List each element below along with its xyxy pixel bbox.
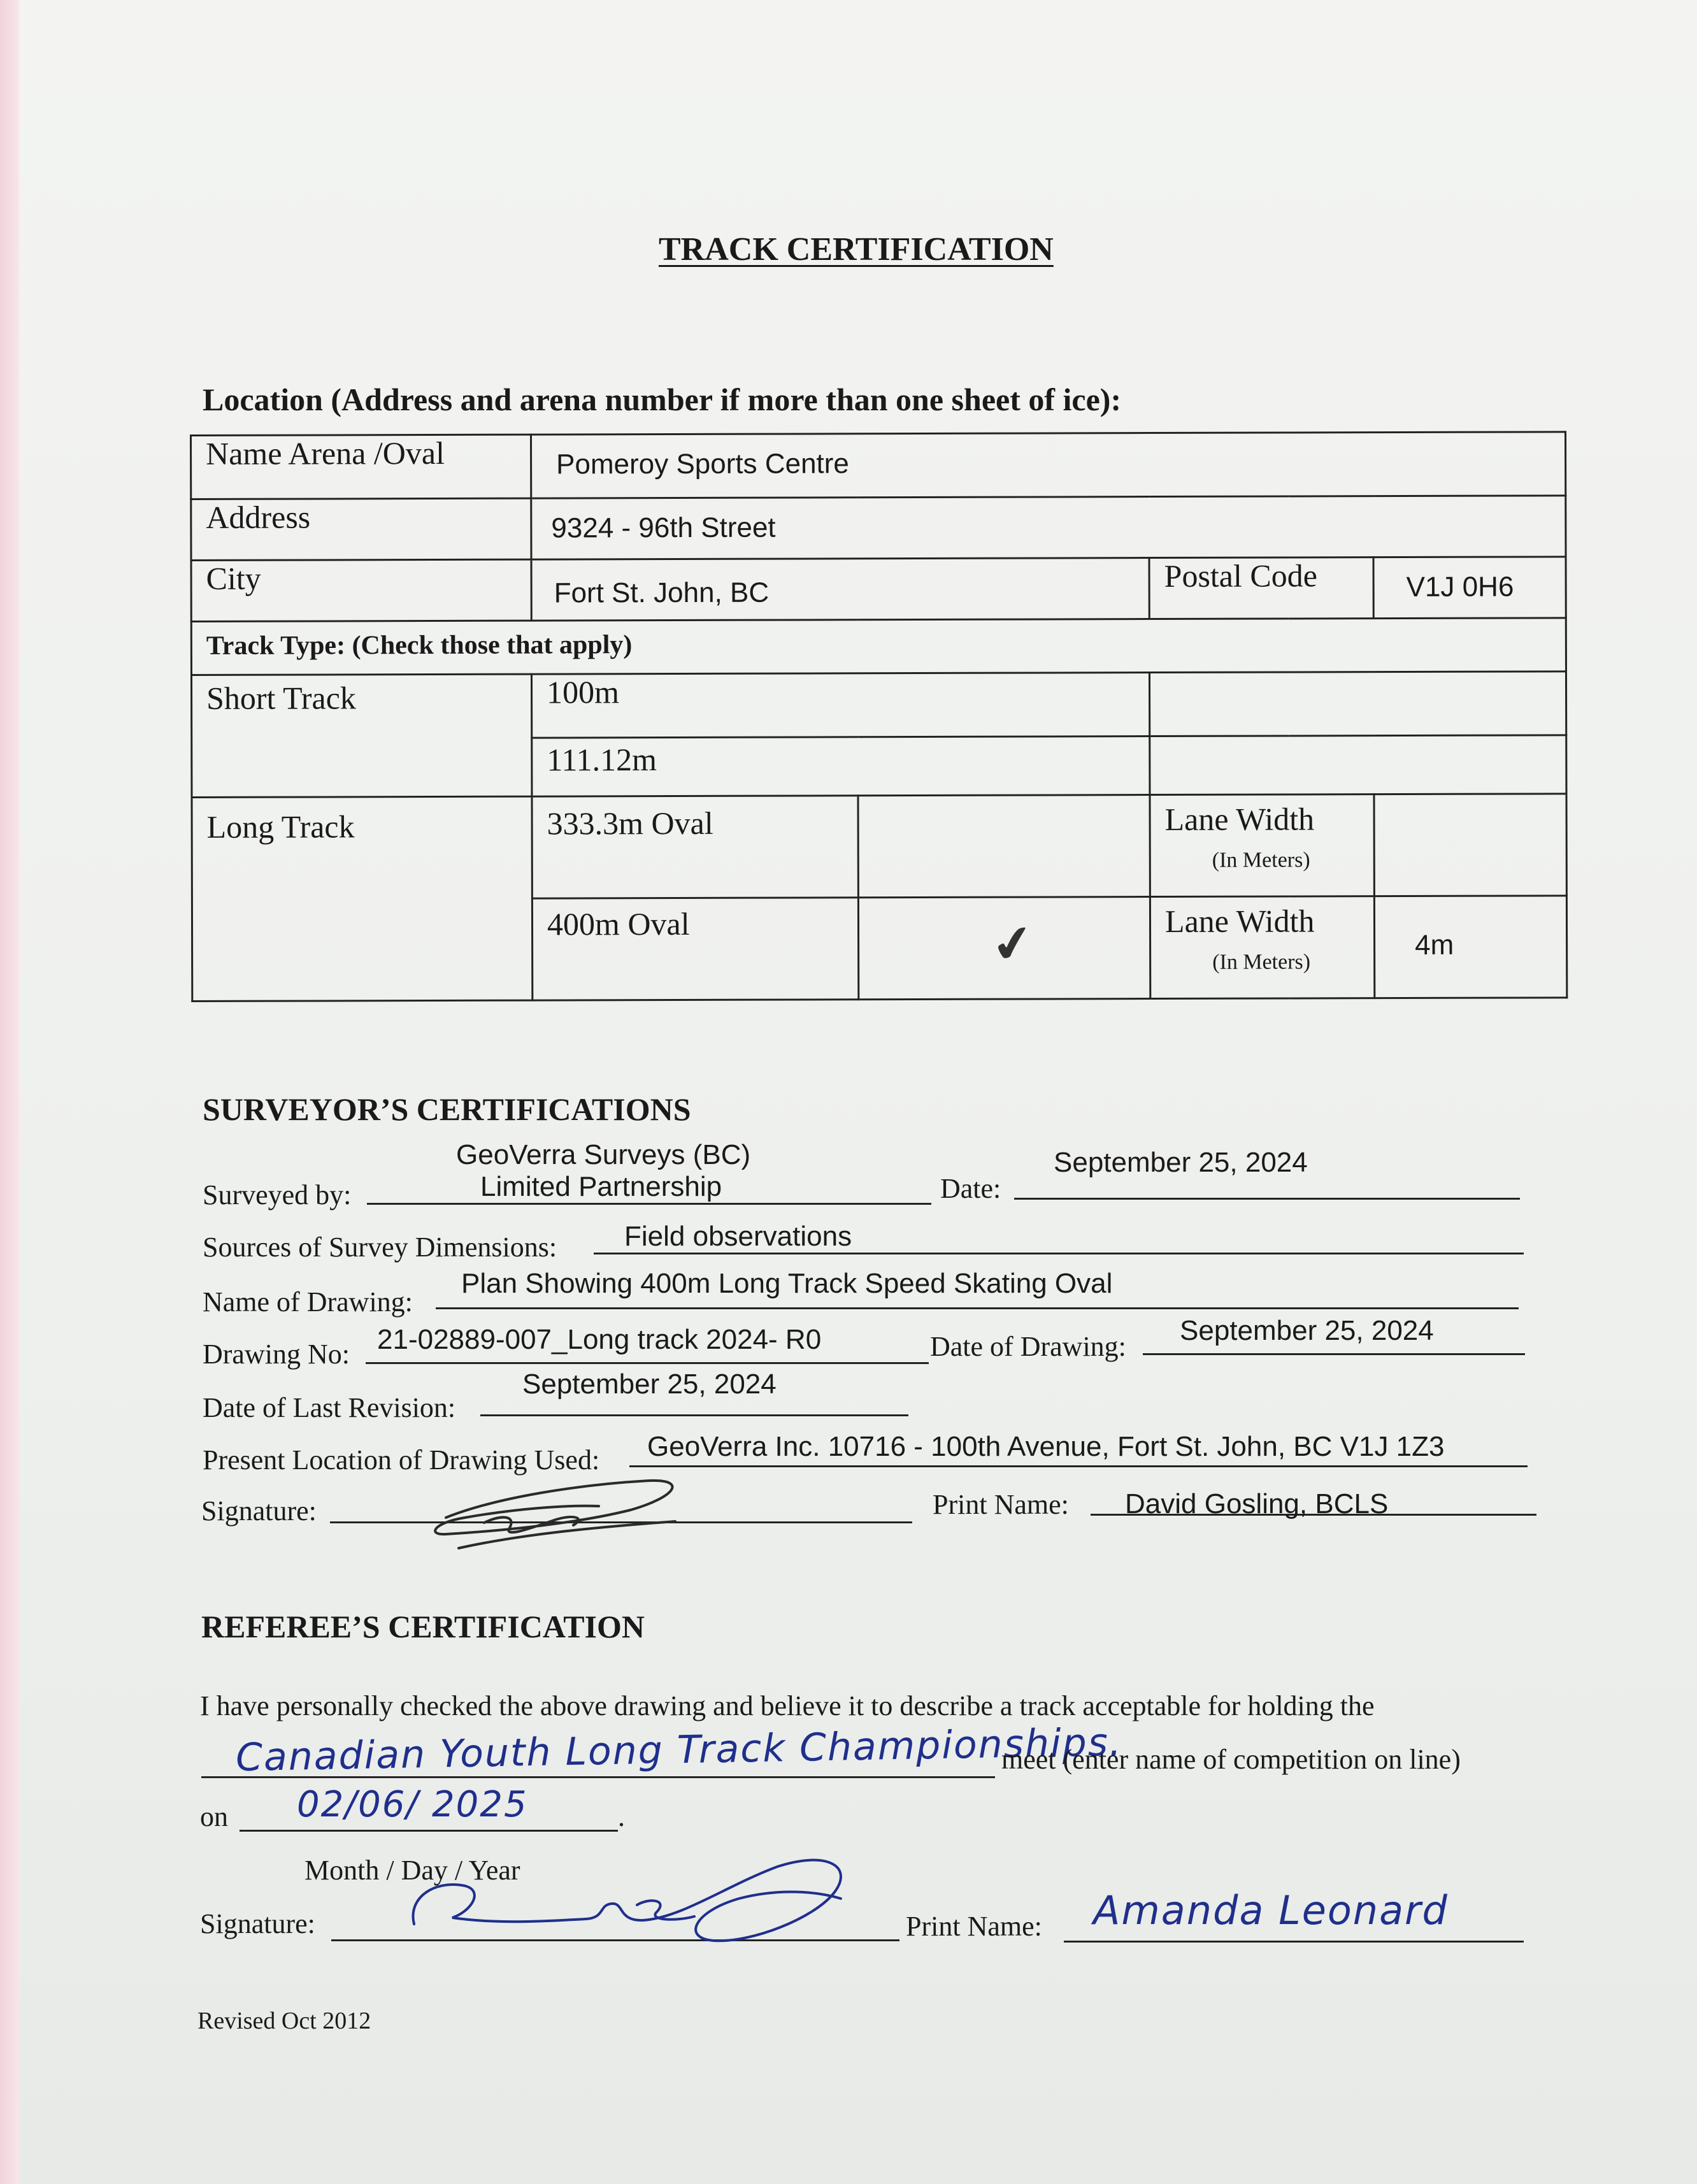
- location-heading: Location (Address and arena number if more than one sheet of ice):: [203, 382, 1122, 417]
- drawing-name-label: Name of Drawing:: [203, 1286, 413, 1318]
- date-of-drawing-label: Date of Drawing:: [930, 1331, 1126, 1362]
- checkmark-icon: ✔: [987, 913, 1038, 975]
- present-location-label: Present Location of Drawing Used:: [203, 1444, 600, 1476]
- referee-date-period: .: [618, 1801, 625, 1832]
- surveyor-heading: SURVEYOR’S CERTIFICATIONS: [203, 1091, 691, 1127]
- surveyed-by-value-line2: Limited Partnership: [480, 1171, 722, 1202]
- on-label: on: [200, 1801, 228, 1832]
- long-track-400m-check: [858, 897, 1150, 1000]
- lane-width-label: Lane Width: [1164, 903, 1315, 939]
- short-track-label: Short Track: [191, 674, 532, 797]
- last-revision-line: [480, 1414, 908, 1416]
- last-revision-label: Date of Last Revision:: [203, 1392, 456, 1423]
- in-meters-label: (In Meters): [1212, 848, 1310, 872]
- lane-width-label: Lane Width: [1164, 801, 1315, 837]
- referee-print-name-label: Print Name:: [906, 1911, 1042, 1942]
- drawing-name-value: Plan Showing 400m Long Track Speed Skating Oval: [461, 1268, 1113, 1299]
- referee-heading: REFEREE’S CERTIFICATION: [201, 1609, 645, 1644]
- in-meters-label: (In Meters): [1212, 950, 1311, 974]
- present-location-value: GeoVerra Inc. 10716 - 100th Avenue, Fort St. John, BC V1J 1Z3: [647, 1431, 1445, 1462]
- meet-suffix: meet (enter name of competition on line): [1001, 1744, 1461, 1775]
- long-track-label: Long Track: [192, 796, 533, 1001]
- date-format-label: Month / Day / Year: [304, 1855, 520, 1886]
- address-value: 9324 - 96th Street: [531, 496, 1566, 559]
- short-track-100m-check: [1149, 672, 1566, 736]
- date-of-drawing-value: September 25, 2024: [1180, 1315, 1434, 1346]
- long-track-333m: 333.3m Oval: [532, 796, 858, 898]
- surveyor-signature-label: Signature:: [201, 1495, 317, 1527]
- track-type-label: Track Type: (Check those that apply): [191, 618, 1566, 675]
- survey-date-line: [1014, 1198, 1520, 1200]
- lane-width-400m-value: 4m: [1374, 896, 1566, 998]
- city-label: City: [191, 559, 531, 621]
- long-track-400m: 400m Oval: [532, 898, 858, 1000]
- competition-value: Canadian Youth Long Track Championships.: [235, 1720, 1123, 1781]
- city-value: Fort St. John, BC: [531, 558, 1149, 621]
- referee-signature-image: [395, 1841, 866, 1956]
- surveyed-by-label: Surveyed by:: [203, 1179, 352, 1211]
- drawing-name-line: [436, 1307, 1519, 1309]
- short-track-111m: 111.12m: [532, 736, 1150, 797]
- revision-footer: Revised Oct 2012: [197, 2008, 371, 2034]
- drawing-no-value: 21-02889-007_Long track 2024- R0: [377, 1324, 822, 1355]
- address-label: Address: [191, 498, 531, 560]
- location-table: [190, 431, 1568, 1002]
- date-of-drawing-line: [1143, 1353, 1525, 1355]
- referee-print-name-line: [1064, 1941, 1524, 1943]
- sources-value: Field observations: [624, 1221, 852, 1252]
- name-arena-value: Pomeroy Sports Centre: [531, 432, 1566, 498]
- surveyor-print-name-value: David Gosling, BCLS: [1125, 1488, 1389, 1519]
- surveyor-signature-image: [420, 1459, 701, 1561]
- referee-signature-label: Signature:: [200, 1908, 315, 1939]
- sources-label: Sources of Survey Dimensions:: [203, 1232, 557, 1263]
- lane-width-333m-value: [1374, 794, 1566, 896]
- page-title: TRACK CERTIFICATION: [659, 231, 1054, 268]
- surveyed-by-value-line1: GeoVerra Surveys (BC): [456, 1139, 751, 1170]
- referee-date-value: 02/06/ 2025: [297, 1784, 528, 1825]
- drawing-no-line: [366, 1362, 929, 1364]
- name-arena-label: Name Arena /Oval: [191, 435, 531, 499]
- short-track-100m: 100m: [531, 673, 1149, 738]
- referee-date-line: [240, 1830, 618, 1832]
- short-track-111m-check: [1150, 735, 1566, 795]
- referee-statement: I have personally checked the above drawing and believe it to describe a track acceptable for holding the: [200, 1690, 1375, 1721]
- survey-date-label: Date:: [940, 1173, 1001, 1204]
- surveyor-print-name-label: Print Name:: [933, 1489, 1069, 1520]
- last-revision-value: September 25, 2024: [522, 1369, 777, 1400]
- referee-print-name-value: Amanda Leonard: [1093, 1887, 1449, 1934]
- present-location-line: [629, 1465, 1528, 1467]
- surveyed-by-line: [367, 1203, 931, 1205]
- survey-date-value: September 25, 2024: [1054, 1147, 1308, 1178]
- sources-line: [594, 1253, 1524, 1254]
- drawing-no-label: Drawing No:: [203, 1339, 350, 1370]
- postal-code-value: V1J 0H6: [1373, 557, 1566, 619]
- postal-code-label: Postal Code: [1149, 557, 1373, 619]
